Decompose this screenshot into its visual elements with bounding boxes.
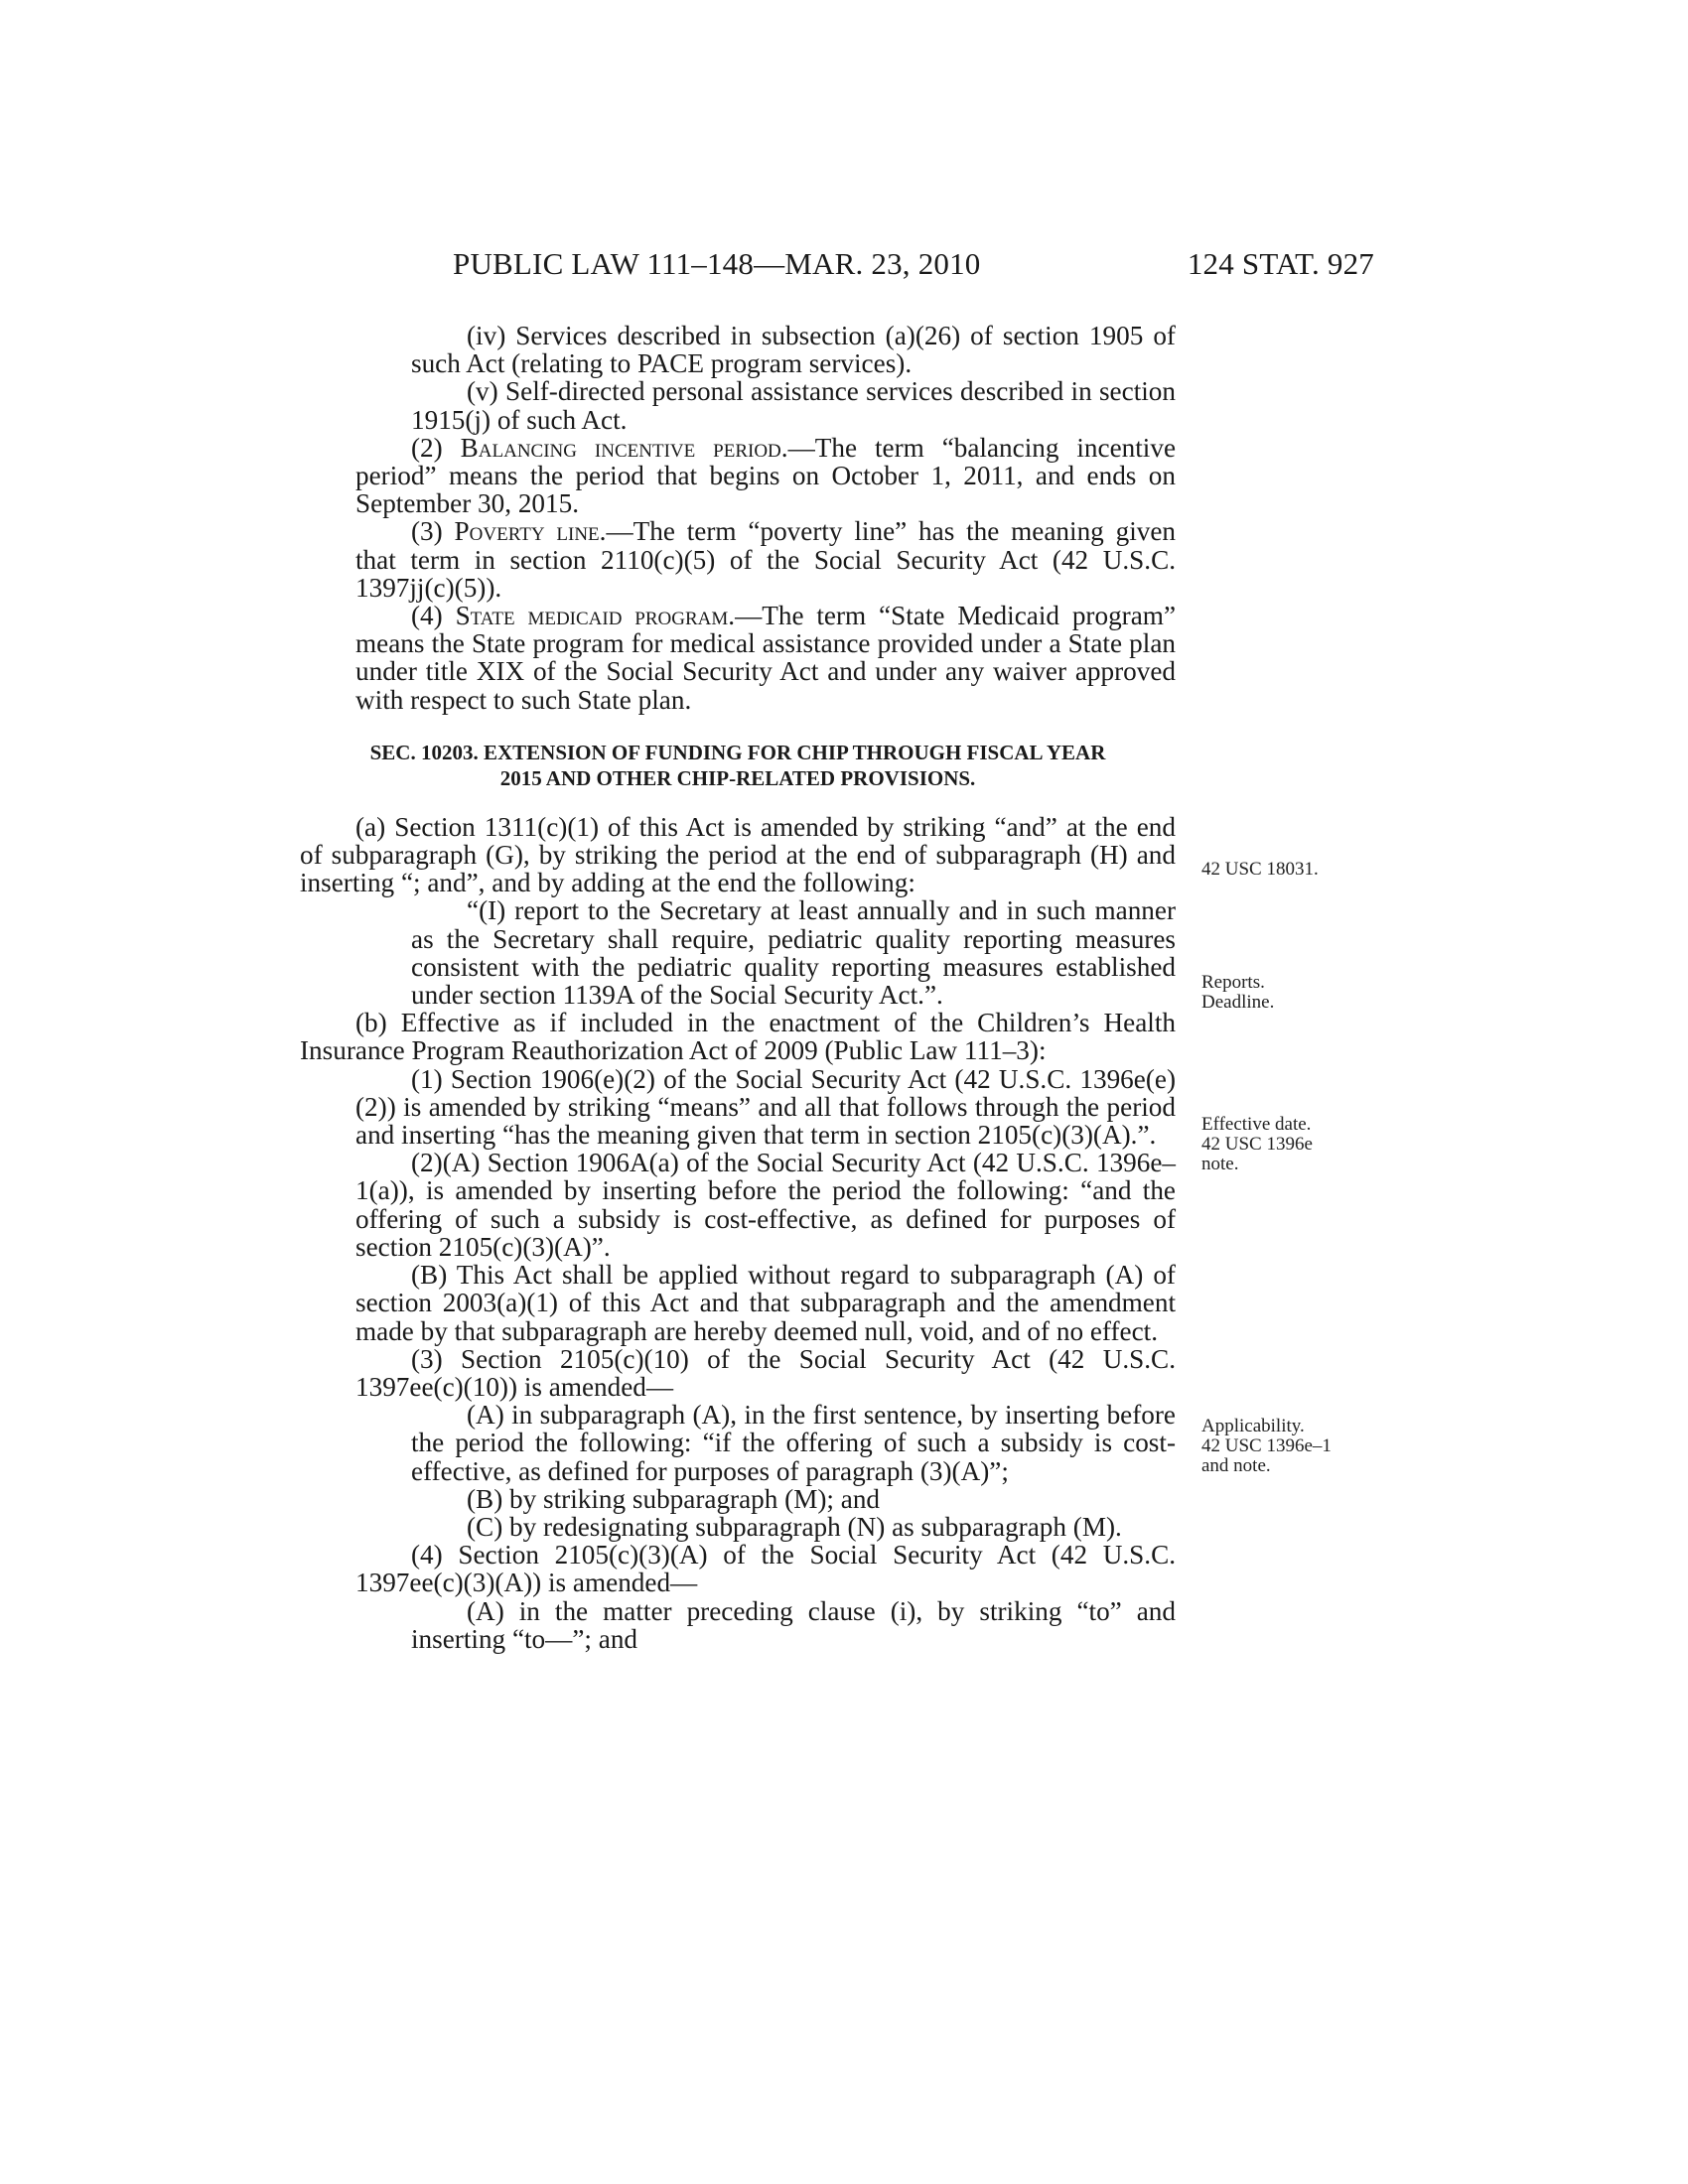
subparagraph-b3A: (A) in subparagraph (A), in the first sentence, by inserting before the period the following: “if the offering of such a subsidy is cost-effective, as defined for purposes of paragraph (3)(A)”; <box>411 1400 1176 1486</box>
defined-term: State medicaid program <box>455 601 729 631</box>
paragraph-b4: (4) Section 2105(c)(3)(A) of the Social Security Act (42 U.S.C. 1397ee(c)(3)(A)) is amended— <box>355 1540 1176 1598</box>
defined-term: Balancing incentive period <box>460 432 781 463</box>
margin-note-applicability: Applicability. <box>1201 1416 1305 1436</box>
definition-state-medicaid-program: (4) State medicaid program.—The term “State Medicaid program” means the State program for medical assistance provided under a State plan under title XIX of the Social Security Act and under any waiver approved with respect to such State plan. <box>355 601 1177 715</box>
margin-note-note: note. <box>1201 1154 1239 1174</box>
document-body <box>300 322 1176 1653</box>
subparagraph-b4A: (A) in the matter preceding clause (i), by striking “to” and inserting “to—”; and <box>411 1595 1176 1654</box>
page-header <box>453 246 1374 286</box>
subsection-b: (b) Effective as if included in the enactment of the Children’s Health Insurance Program Reauthorization Act of 2009 (Public Law 111–3): <box>300 1008 1176 1066</box>
paragraph-b1: (1) Section 1906(e)(2) of the Social Security Act (42 U.S.C. 1396e(e)(2)) is amended by striking “means” and all that follows through the period and inserting “has the meaning given that term in section 2105(c)(3)(A).”. <box>355 1063 1176 1151</box>
definition-balancing-incentive-period: (2) Balancing incentive period.—The term “balancing incentive period” means the period that begins on October 1, 2011, and ends on September 30, 2015. <box>355 432 1177 519</box>
definition-poverty-line: (3) Poverty line.—The term “poverty line” has the meaning given that term in section 2110(c)(5) of the Social Security Act (42 U.S.C. 1397jj(c)(5)). <box>355 516 1177 603</box>
margin-note-citation: 42 USC 1396e <box>1201 1134 1313 1155</box>
subparagraph-b3B: (B) by striking subparagraph (M); and <box>467 1483 881 1514</box>
clause-iv: (iv) Services described in subsection (a)(26) of section 1905 of such Act (relating to PACE program services). <box>411 321 1176 379</box>
section-heading-line-2: 2015 AND OTHER CHIP-RELATED PROVISIONS. <box>499 765 976 790</box>
paragraph-b3: (3) Section 2105(c)(10) of the Social Security Act (42 U.S.C. 1397ee(c)(10)) is amended— <box>355 1343 1176 1402</box>
margin-note-reports: Reports. <box>1201 972 1265 993</box>
margin-note-deadline: Deadline. <box>1201 992 1275 1013</box>
defined-term: Poverty line <box>454 516 600 547</box>
margin-note-note: and note. <box>1201 1455 1271 1476</box>
margin-note-citation: 42 USC 18031. <box>1201 859 1319 880</box>
clause-v: (v) Self-directed personal assistance services described in section 1915(j) of such Act. <box>411 376 1176 435</box>
running-title: PUBLIC LAW 111–148—MAR. 23, 2010 <box>453 246 981 281</box>
subparagraph-b3C: (C) by redesignating subparagraph (N) as subparagraph (M). <box>467 1511 1122 1542</box>
section-heading <box>300 740 1176 791</box>
page-number: 124 STAT. 927 <box>1187 246 1374 281</box>
subparagraph-I: “(I) report to the Secretary at least annually and in such manner as the Secretary shall require, pediatric quality reporting measures consistent with the pediatric quality reporting measures established under section 1139A of the Social Security Act.”. <box>411 895 1176 1011</box>
paragraph-b2A: (2)(A) Section 1906A(a) of the Social Security Act (42 U.S.C. 1396e–1(a)), is amended by inserting before the period the following: “and the offering of such a subsidy is cost-effective, as defined for purposes of section 2105(c)(3)(A)”. <box>355 1148 1176 1262</box>
subsection-a: (a) Section 1311(c)(1) of this Act is amended by striking “and” at the end of subparagraph (G), by striking the period at the end of subparagraph (H) and inserting “; and”, and by adding at the end the following: <box>300 811 1176 898</box>
section-heading-line-1: SEC. 10203. EXTENSION OF FUNDING FOR CHIP THROUGH FISCAL YEAR <box>369 740 1106 764</box>
margin-note-citation: 42 USC 1396e–1 <box>1201 1435 1332 1456</box>
paragraph-b2B: (B) This Act shall be applied without regard to subparagraph (A) of section 2003(a)(1) of this Act and that subparagraph and the amendment made by that subparagraph are hereby deemed null, void, and of no effect. <box>355 1260 1176 1346</box>
margin-note-effective-date: Effective date. <box>1201 1114 1312 1135</box>
